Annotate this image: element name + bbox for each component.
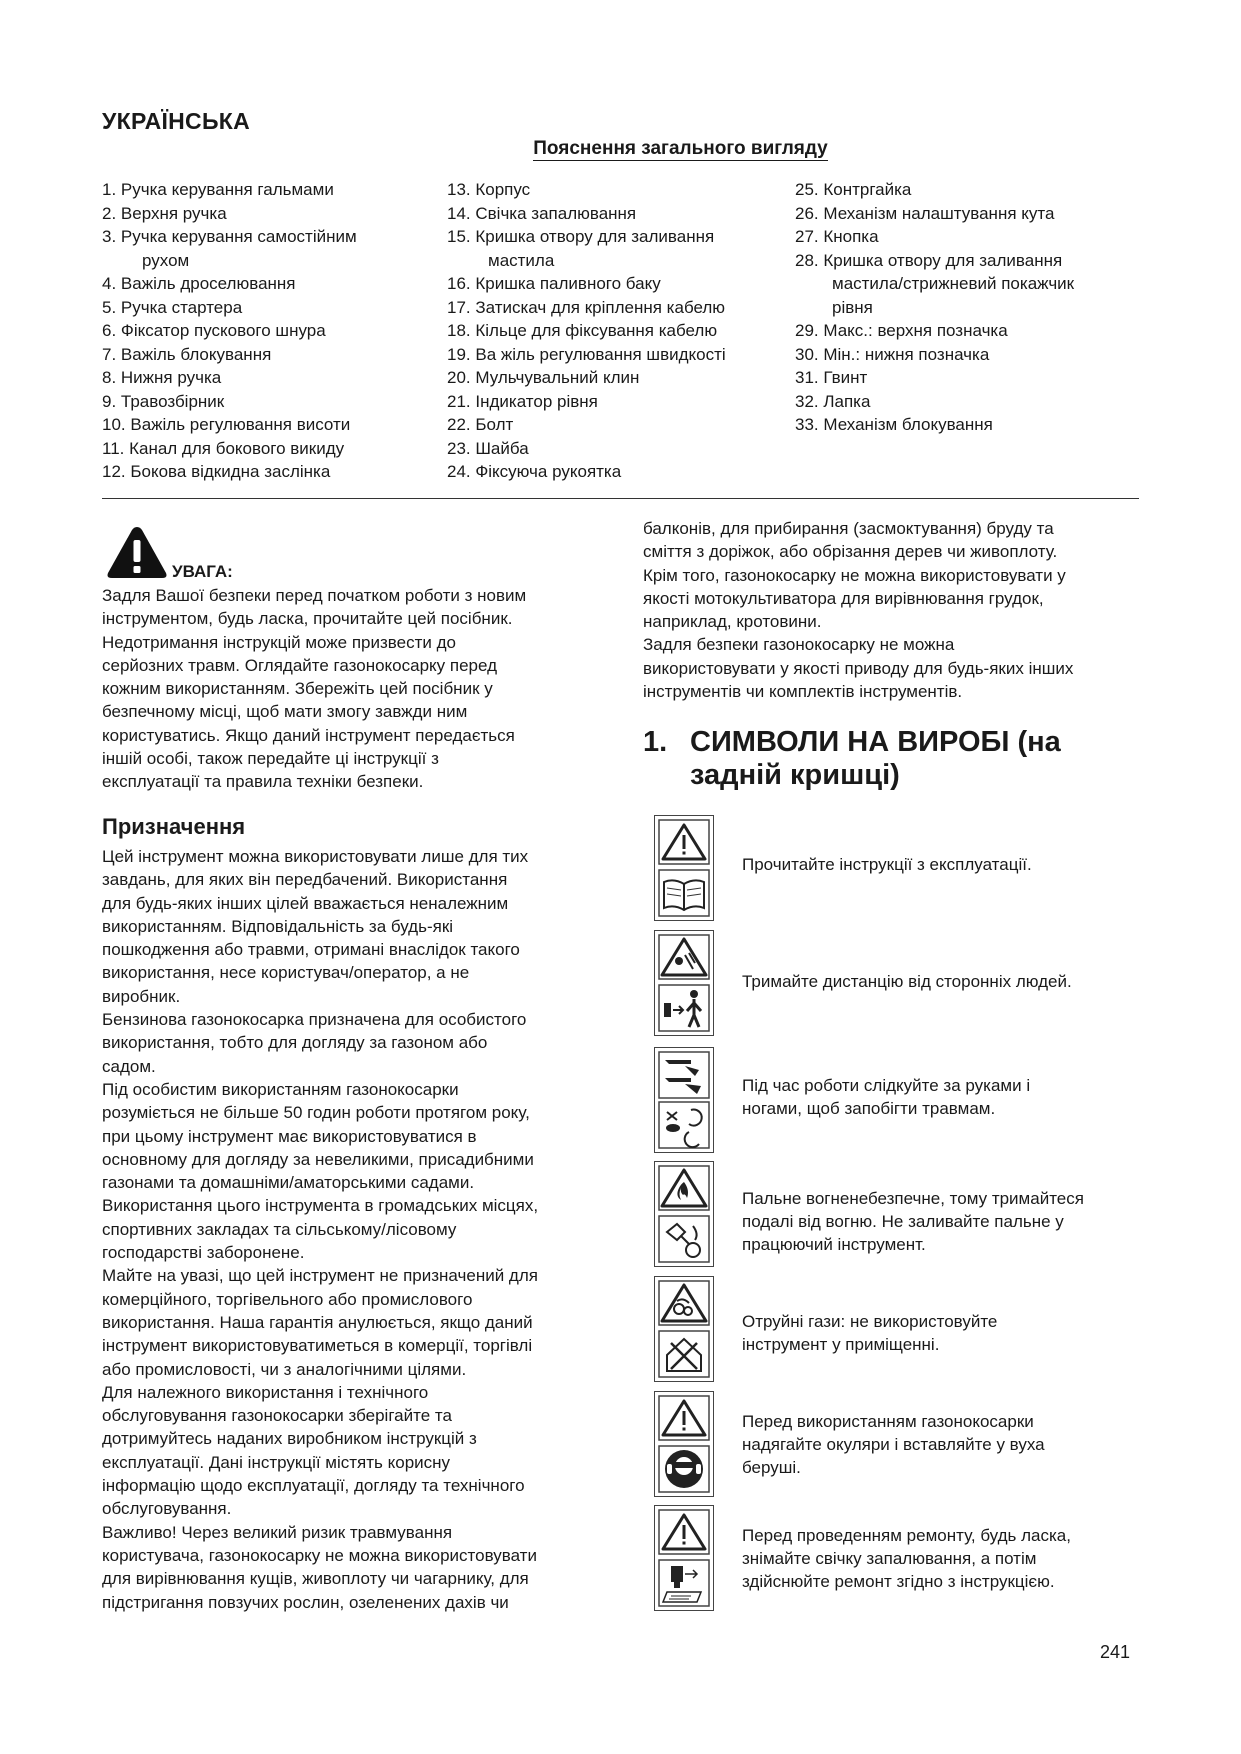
toxic-fumes-icon	[654, 1276, 714, 1382]
parts-list-col2	[447, 178, 726, 484]
list-item: 13. Корпус	[447, 180, 531, 199]
list-item: 4. Важіль дроселювання	[102, 274, 296, 293]
list-item: рухом	[142, 250, 190, 270]
section-divider	[102, 498, 1139, 499]
list-item: 7. Важіль блокування	[102, 344, 272, 364]
symbol-text-read-manual: Прочитайте інструкції з експлуатації.	[742, 855, 1032, 874]
hands-feet-icon	[654, 1047, 714, 1153]
spark-plug-repair-icon	[654, 1505, 714, 1611]
symbol-text-fire-hazard: Пальне вогненебезпечне, тому тримайтеся подалі від вогню. Не заливайте пальне у працюючий інструмент.	[742, 1189, 1084, 1254]
list-item: мастила/стрижневий покажчик	[832, 274, 1075, 293]
list-item: 28. Кришка отвору для заливання	[795, 250, 1063, 270]
purpose-continuation: балконів, для прибирання (засмоктування) бруду та сміття з доріжок, або обрізання дерев чи живоплоту. Крім того, газонокосарку не можна використовувати у якості мотокультиватора для вирівнювання грудок, наприклад, кротовини. Задля безпеки газонокосарку не можна використовувати у якості приводу для будь-яких інших інструментів чи комплектів інструментів.	[643, 519, 1074, 702]
list-item: 10. Важіль регулювання висоти	[102, 415, 351, 434]
warning-text: Задля Вашої безпеки перед початком роботи з новим інструментом, будь ласка, прочитайте цей посібник. Недотримання інструкцій може призвести до серйозних травм. Оглядайте газонокосарку перед кожним використанням. Збережіть цей посібник у безпечному місці, щоб мати змогу завжди ним користуватись. Якщо даний інструмент передається іншій особі, також передайте ці інструкції з експлуатації та правила техніки безпеки.	[102, 586, 527, 792]
list-item: 23. Шайба	[447, 438, 529, 458]
list-item: 9. Травозбірник	[102, 391, 225, 411]
list-item: рівня	[832, 297, 873, 317]
list-item: 26. Механізм налаштування кута	[795, 203, 1055, 223]
purpose-text: Цей інструмент можна використовувати лише для тих завдань, для яких він передбачений. Використання для будь-яких інших цілей вважається неналежним використанням. Відповідальність за будь-які пошкодження або травми, отримані внаслідок такого використання, несе користувач/оператор, а не виробник. Бензинова газонокосарка призначена для особистого використання, тобто для догляду за газоном або садом. Під особистим використанням газонокосарки розуміється не більше 50 годин роботи протягом року, при цьому інструмент має використовуватися в основному для догляду за невеликими, присадибними газонами та домашніми/аматорськими садами. Використання цього інструмента в громадських місцях, спортивних закладах та сільському/лісовому господарстві заборонене. Майте на увазі, що цей інструмент не призначений для комерційного, торгівельного або промислового використання. Наша гарантія анулюється, якщо даний інструмент використовуватиметься в комерції, торгівлі або промисловості, чи з аналогічними цілями. Для належного використання і технічного обслуговування газонокосарки зберігайте та дотримуйтесь наданих виробником інструкцій з експлуатації. Дані інструкції містять корисну інформацію щодо експлуатації, догляду та технічного обслуговування. Важливо! Через великий ризик травмування користувача, газонокосарку не можна використовувати для вирівнювання кущів, живоплоту чи чагарнику, для підстригання повзучих рослин, озеленених дахів чи	[102, 847, 539, 1612]
parts-overview-title: Пояснення загального вигляду	[533, 138, 828, 159]
eye-ear-protection-icon	[654, 1391, 714, 1497]
symbol-text-eye-ear-protection: Перед використанням газонокосарки надягайте окуляри і вставляйте у вуха беруші.	[742, 1412, 1045, 1477]
purpose-heading: Призначення	[102, 814, 246, 839]
list-item: 17. Затискач для кріплення кабелю	[447, 297, 726, 317]
list-item: 8. Нижня ручка	[102, 368, 222, 387]
parts-list-col1	[102, 178, 357, 484]
keep-distance-icon	[654, 930, 714, 1036]
list-item: 31. Гвинт	[795, 368, 868, 387]
list-item: 15. Кришка отвору для заливання	[447, 227, 715, 246]
symbol-text-hands-feet: Під час роботи слідкуйте за руками і ногами, щоб запобігти травмам.	[742, 1076, 1031, 1118]
list-item: 27. Кнопка	[795, 227, 879, 246]
parts-list-col3	[795, 178, 1074, 437]
list-item: 12. Бокова відкидна заслінка	[102, 462, 331, 481]
symbols-heading: 1. СИМВОЛИ НА ВИРОБІ (на задній кришці)	[643, 726, 1061, 791]
language-heading: УКРАЇНСЬКА	[102, 108, 251, 134]
list-item: 1. Ручка керування гальмами	[102, 180, 334, 199]
list-item: 11. Канал для бокового викиду	[102, 438, 345, 458]
list-item: 5. Ручка стартера	[102, 297, 243, 317]
list-item: 18. Кільце для фіксування кабелю	[447, 321, 718, 340]
list-item: 21. Індикатор рівня	[447, 391, 598, 411]
fire-hazard-icon	[654, 1161, 714, 1267]
warning-label: УВАГА:	[172, 562, 233, 581]
symbol-text-keep-distance: Тримайте дистанцію від сторонніх людей.	[742, 972, 1072, 991]
list-item: 24. Фіксуюча рукоятка	[447, 462, 622, 481]
list-item: 25. Контргайка	[795, 180, 912, 199]
list-item: 16. Кришка паливного баку	[447, 274, 661, 293]
list-item: 20. Мульчувальний клин	[447, 368, 640, 387]
list-item: 33. Механізм блокування	[795, 415, 993, 434]
list-item: 3. Ручка керування самостійним	[102, 227, 357, 246]
list-item: 14. Свічка запалювання	[447, 203, 637, 223]
list-item: 2. Верхня ручка	[102, 203, 227, 223]
list-item: 22. Болт	[447, 415, 514, 434]
list-item: мастила	[488, 250, 555, 270]
list-item: 6. Фіксатор пускового шнура	[102, 321, 326, 340]
warning-triangle-icon	[106, 524, 168, 580]
list-item: 19. Ва жіль регулювання швидкості	[447, 344, 726, 364]
list-item: 32. Лапка	[795, 391, 871, 411]
read-manual-icon	[654, 815, 714, 921]
symbol-text-toxic-fumes: Отруйні гази: не використовуйте інструмент у приміщенні.	[742, 1312, 998, 1354]
symbol-text-spark-plug-repair: Перед проведенням ремонту, будь ласка, знімайте свічку запалювання, а потім здійснюйте ремонт згідно з інструкцією.	[742, 1526, 1071, 1591]
list-item: 30. Мін.: нижня позначка	[795, 344, 990, 364]
page-number: 241	[1100, 1642, 1131, 1662]
list-item: 29. Макс.: верхня позначка	[795, 321, 1008, 340]
